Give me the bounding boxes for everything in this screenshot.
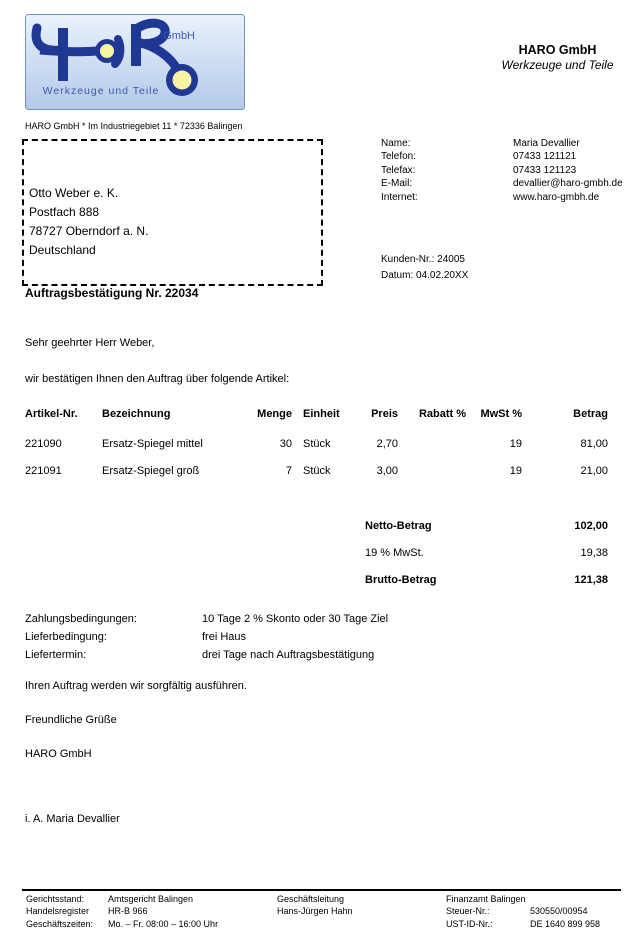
table-row	[25, 438, 608, 450]
footer-value: HR-B 966	[108, 906, 148, 917]
recipient-street: Postfach 888	[29, 205, 100, 219]
delivery-date-value: drei Tage nach Auftragsbestätigung	[202, 649, 375, 661]
col-header-rabatt: Rabatt %	[418, 408, 466, 420]
recipient-city: 78727 Oberndorf a. N.	[29, 224, 149, 238]
intro-line: wir bestätigen Ihnen den Auftrag über folgende Artikel:	[25, 373, 290, 385]
cell-preis: 3,00	[376, 465, 398, 477]
sender-line: HARO GmbH * Im Industriegebiet 11 * 72336 Balingen	[25, 121, 243, 131]
footer-label: Handelsregister	[26, 906, 90, 917]
cell-mwst: 19	[509, 438, 522, 450]
total-gross-value: 121,38	[574, 574, 608, 586]
col-header-bezeichnung: Bezeichnung	[102, 408, 171, 420]
cell-betrag: 81,00	[580, 438, 608, 450]
cell-rabatt	[398, 438, 466, 450]
recipient-address-window	[22, 139, 323, 286]
delivery-terms-value: frei Haus	[202, 631, 247, 643]
haro-logo-graphic	[25, 14, 245, 110]
delivery-date-label: Liefertermin:	[25, 649, 87, 661]
contact-value: www.haro-gmbh.de	[513, 191, 600, 203]
cell-spacer	[292, 438, 303, 450]
footer-col-values-left	[108, 893, 218, 930]
document-date: Datum: 04.02.20XX	[381, 270, 469, 281]
footer-col-tax-labels	[446, 893, 526, 930]
total-vat-label: 19 % MwSt.	[365, 547, 424, 559]
terms-block	[25, 610, 388, 664]
closing-greeting: Freundliche Grüße	[25, 714, 117, 726]
col-header-preis: Preis	[371, 408, 398, 420]
customer-meta	[381, 252, 468, 284]
company-logo	[25, 14, 245, 115]
cell-preis: 2,70	[376, 438, 398, 450]
footer-label: Steuer-Nr.:	[446, 906, 490, 917]
contact-value: Maria Devallier	[513, 138, 580, 149]
total-net-value: 102,00	[574, 520, 608, 532]
cell-einheit: Stück	[303, 438, 331, 450]
footer-col-management	[277, 893, 353, 918]
contact-value: 07433 121123	[513, 164, 577, 176]
contact-value: 07433 121121	[513, 151, 577, 163]
cell-bezeichnung: Ersatz-Spiegel groß	[102, 465, 200, 477]
footer-value: Hans-Jürgen Hahn	[277, 906, 353, 917]
letterhead-company-name: HARO GmbH	[518, 43, 597, 57]
cell-artikel-nr: 221090	[25, 438, 62, 450]
footer-value: 530550/00954	[530, 906, 588, 917]
letterhead	[475, 43, 640, 73]
total-vat-value: 19,38	[580, 547, 608, 559]
col-header-einheit: Einheit	[303, 408, 340, 420]
total-vat-row	[365, 547, 608, 559]
col-header-artikel-nr: Artikel-Nr.	[25, 408, 78, 420]
total-gross-label: Brutto-Betrag	[365, 574, 437, 586]
recipient-name: Otto Weber e. K.	[29, 186, 119, 200]
salutation: Sehr geehrter Herr Weber,	[25, 337, 155, 349]
cell-betrag: 21,00	[580, 465, 608, 477]
footer-value: DE 1640 899 958	[530, 918, 601, 929]
cell-mwst: 19	[509, 465, 522, 477]
cell-menge: 7	[285, 465, 292, 477]
recipient-address	[24, 141, 321, 260]
contact-label: E-Mail:	[381, 178, 413, 190]
footer-label: Geschäftszeiten:	[26, 918, 94, 929]
customer-number: Kunden-Nr.: 24005	[381, 254, 465, 265]
letterhead-company-tagline: Werkzeuge und Teile	[501, 58, 614, 72]
total-gross-row	[365, 574, 608, 586]
cell-einheit: Stück	[303, 465, 331, 477]
total-net-row	[365, 520, 608, 532]
col-header-menge: Menge	[257, 408, 292, 420]
footer-divider	[22, 889, 621, 891]
table-row	[25, 465, 608, 477]
logo-tagline: Werkzeuge und Teile	[42, 85, 160, 97]
footer-col-tax-values	[530, 905, 600, 930]
footer-label: Gerichtsstand:	[26, 894, 85, 904]
contact-label: Name:	[381, 138, 411, 149]
cell-artikel-nr: 221091	[25, 465, 62, 477]
contact-label: Internet:	[381, 191, 418, 203]
logo-o-dot	[173, 71, 192, 90]
recipient-country: Deutschland	[29, 243, 96, 257]
col-header-mwst: MwSt %	[480, 408, 522, 420]
cell-menge: 30	[279, 438, 292, 450]
footer-value: Mo. – Fr. 08:00 – 16:00 Uhr	[108, 918, 219, 929]
col-spacer	[292, 408, 303, 420]
cell-rabatt	[398, 465, 466, 477]
contact-label: Telefon:	[381, 151, 417, 163]
footer-col-labels-left	[26, 893, 93, 930]
footer-label: UST-ID-Nr.:	[446, 918, 493, 929]
cell-spacer	[292, 465, 303, 477]
logo-gmbh-label: GmbH	[163, 30, 195, 42]
closing-company: HARO GmbH	[25, 748, 92, 760]
footer-label: Geschäftsleitung	[277, 894, 345, 904]
logo-a-dot	[100, 44, 114, 58]
closing-assurance: Ihren Auftrag werden wir sorgfältig ausführen.	[25, 680, 247, 692]
contact-label: Telefax:	[381, 164, 416, 176]
total-net-label: Netto-Betrag	[365, 520, 432, 532]
payment-terms-label: Zahlungsbedingungen:	[25, 613, 137, 625]
footer-value: Amtsgericht Balingen	[108, 894, 194, 904]
contact-info	[381, 137, 623, 204]
cell-bezeichnung: Ersatz-Spiegel mittel	[102, 438, 203, 450]
signature-line: i. A. Maria Devallier	[25, 813, 120, 825]
delivery-terms-label: Lieferbedingung:	[25, 631, 107, 643]
items-table-header	[25, 408, 608, 420]
col-header-betrag: Betrag	[573, 408, 608, 420]
contact-value: devallier@haro-gmbh.de	[513, 178, 623, 190]
footer-label: Finanzamt Balingen	[446, 894, 526, 904]
payment-terms-value: 10 Tage 2 % Skonto oder 30 Tage Ziel	[202, 613, 389, 625]
document-subject: Auftragsbestätigung Nr. 22034	[25, 286, 199, 300]
